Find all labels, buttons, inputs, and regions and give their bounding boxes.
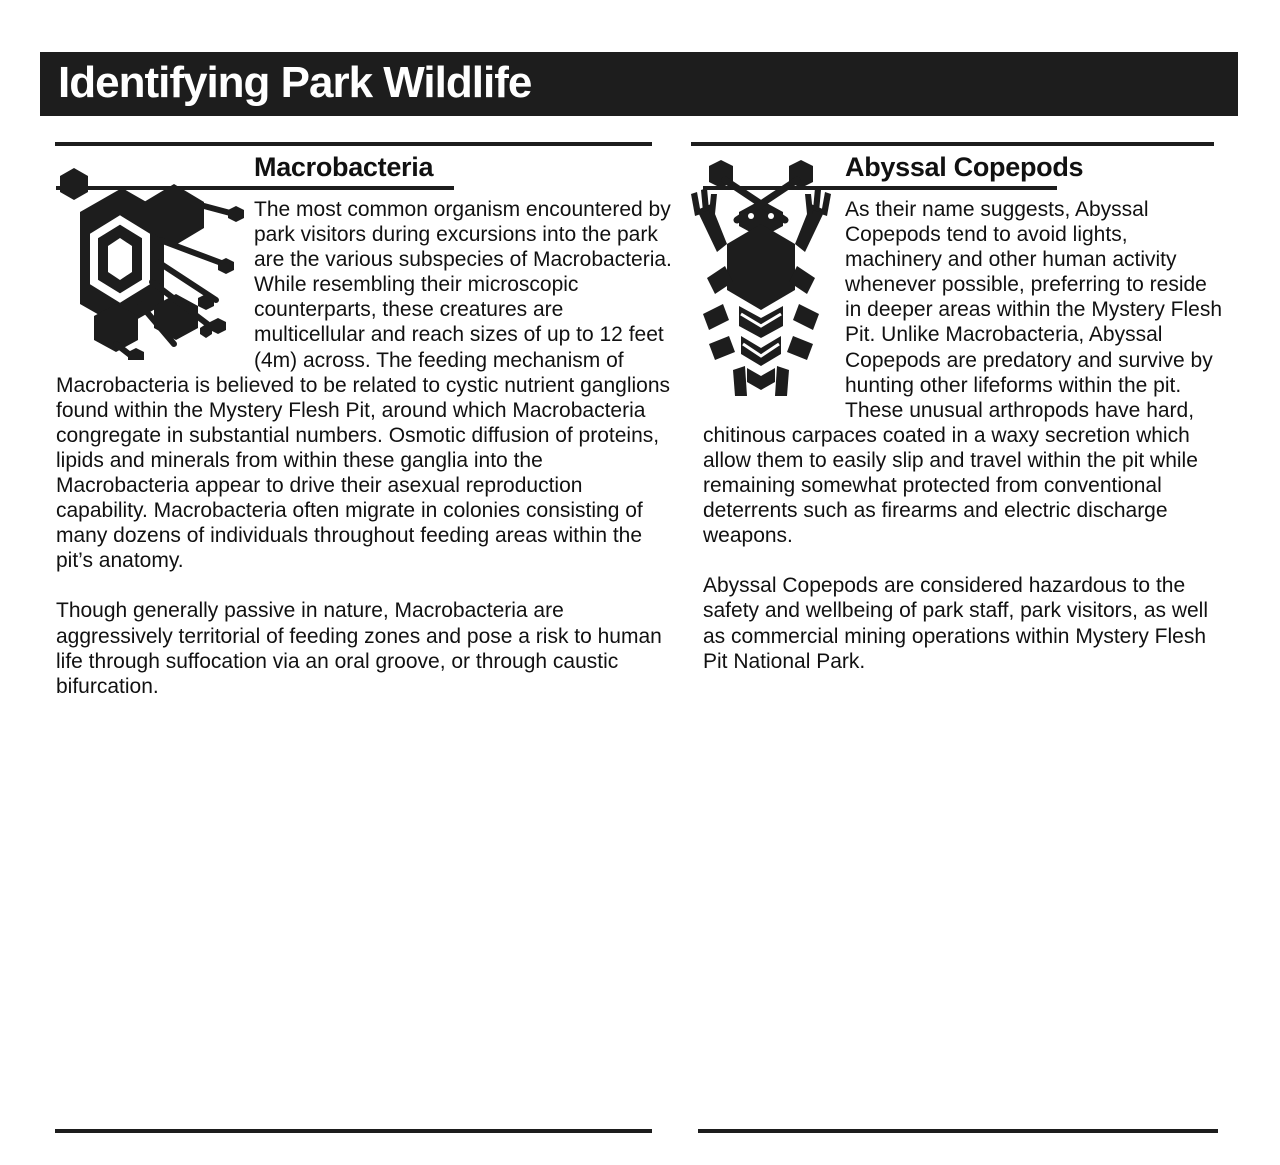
section-heading-copepods: Abyssal Copepods	[703, 146, 1057, 190]
copepods-paragraph-1: As their name suggests, Abyssal Copepods tend to avoid lights, machinery and other human activity whenever possible, preferring to reside in deeper areas within the Mystery Flesh Pit. Unlike Macrobacteria, Abyssal Copepods are predatory and survive by hunting other lifeforms within the pit. These unusual arthropods have hard, chitinous carpaces coated in a waxy secretion which allow them to easily slip and travel within the pit while remaining somewhat protected from conventional deterrents such as firearms and electric discharge weapons.	[703, 198, 1223, 548]
copepods-section	[703, 146, 1223, 674]
macrobacteria-paragraph-1: The most common organism encountered by park visitors during excursions into the park are the various subspecies of Macrobacteria. While resembling their microscopic counterparts, these creatures are multicellular and reach sizes of up to 12 feet (4m) across. The feeding mechanism of Macrobacteria is believed to be related to cystic nutrient ganglions found within the Mystery Flesh Pit, around which Macrobacteria congregate in substantial numbers. Osmotic diffusion of proteins, lipids and minerals from within these ganglia into the Macrobacteria appear to drive their asexual reproduction capability. Macrobacteria often migrate in colonies consisting of many dozens of individuals throughout feeding areas within the pit’s anatomy.	[56, 198, 672, 573]
copepods-paragraph-2: Abyssal Copepods are considered hazardous to the safety and wellbeing of park staff, park visitors, as well as commercial mining operations within Mystery Flesh Pit National Park.	[703, 574, 1209, 673]
section-heading-macrobacteria: Macrobacteria	[56, 146, 454, 190]
macrobacteria-icon	[56, 154, 248, 360]
page-title: Identifying Park Wildlife	[58, 58, 532, 107]
right-bottom-rule	[698, 1129, 1218, 1133]
copepod-icon	[689, 154, 834, 399]
macrobacteria-paragraph-2: Though generally passive in nature, Macrobacteria are aggressively territorial of feeding zones and pose a risk to human life through suffocation via an oral groove, or through caustic bifurcation.	[56, 599, 662, 698]
left-bottom-rule	[55, 1129, 652, 1133]
macrobacteria-section	[56, 146, 672, 699]
header-bar	[40, 52, 1238, 116]
